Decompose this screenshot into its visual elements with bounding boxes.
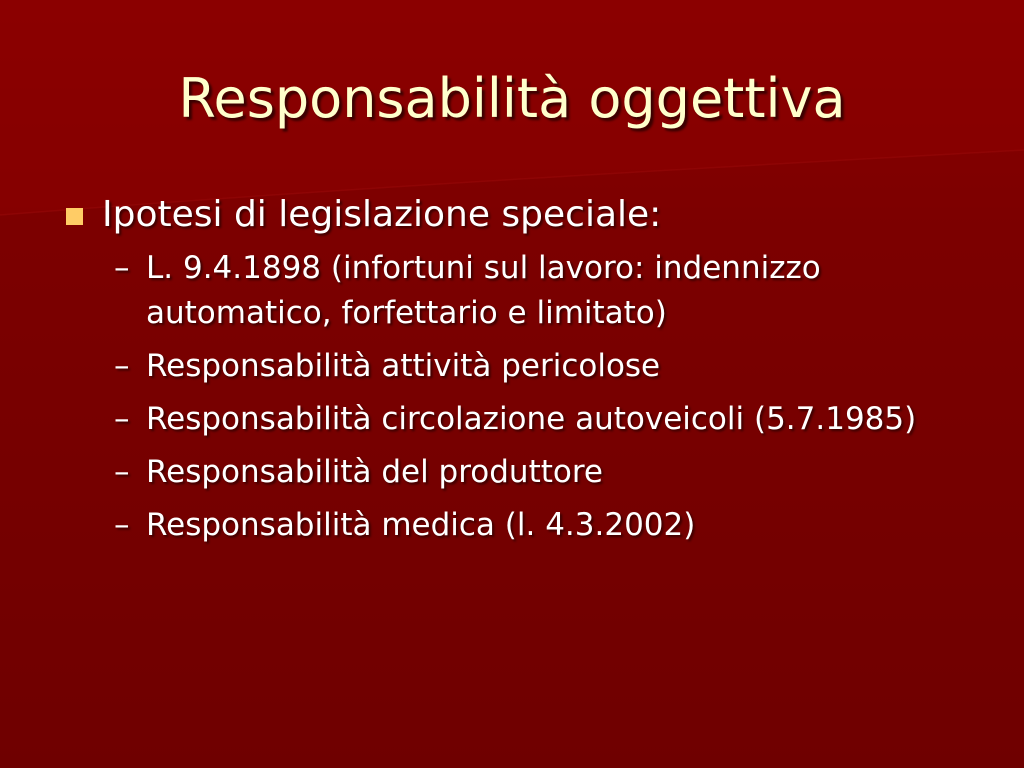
sub-bullet-text: Responsabilità attività pericolose [146,348,661,384]
sub-bullet-item [62,450,962,495]
dash-marker: – [114,507,130,543]
dash-marker: – [114,348,130,384]
sub-bullet-text: Responsabilità circolazione autoveicoli (5.7.1985) [146,401,917,437]
dash-marker: – [114,401,130,437]
sub-bullet-item [62,246,962,336]
slide-title: Responsabilità oggettiva [178,67,846,130]
slide-content [62,190,962,556]
sub-bullet-item [62,344,962,389]
bullet-item [62,190,962,240]
dash-marker: – [114,250,130,286]
sub-bullet-item [62,503,962,548]
bullet-text: Ipotesi di legislazione speciale: [102,194,662,235]
sub-bullet-text: Responsabilità medica (l. 4.3.2002) [146,507,696,543]
dash-marker: – [114,454,130,490]
square-bullet-icon [66,208,83,225]
sub-bullet-item [62,397,962,442]
sub-bullet-text: Responsabilità del produttore [146,454,603,490]
sub-bullet-text: L. 9.4.1898 (infortuni sul lavoro: indennizzo automatico, forfettario e limitato) [146,250,821,331]
